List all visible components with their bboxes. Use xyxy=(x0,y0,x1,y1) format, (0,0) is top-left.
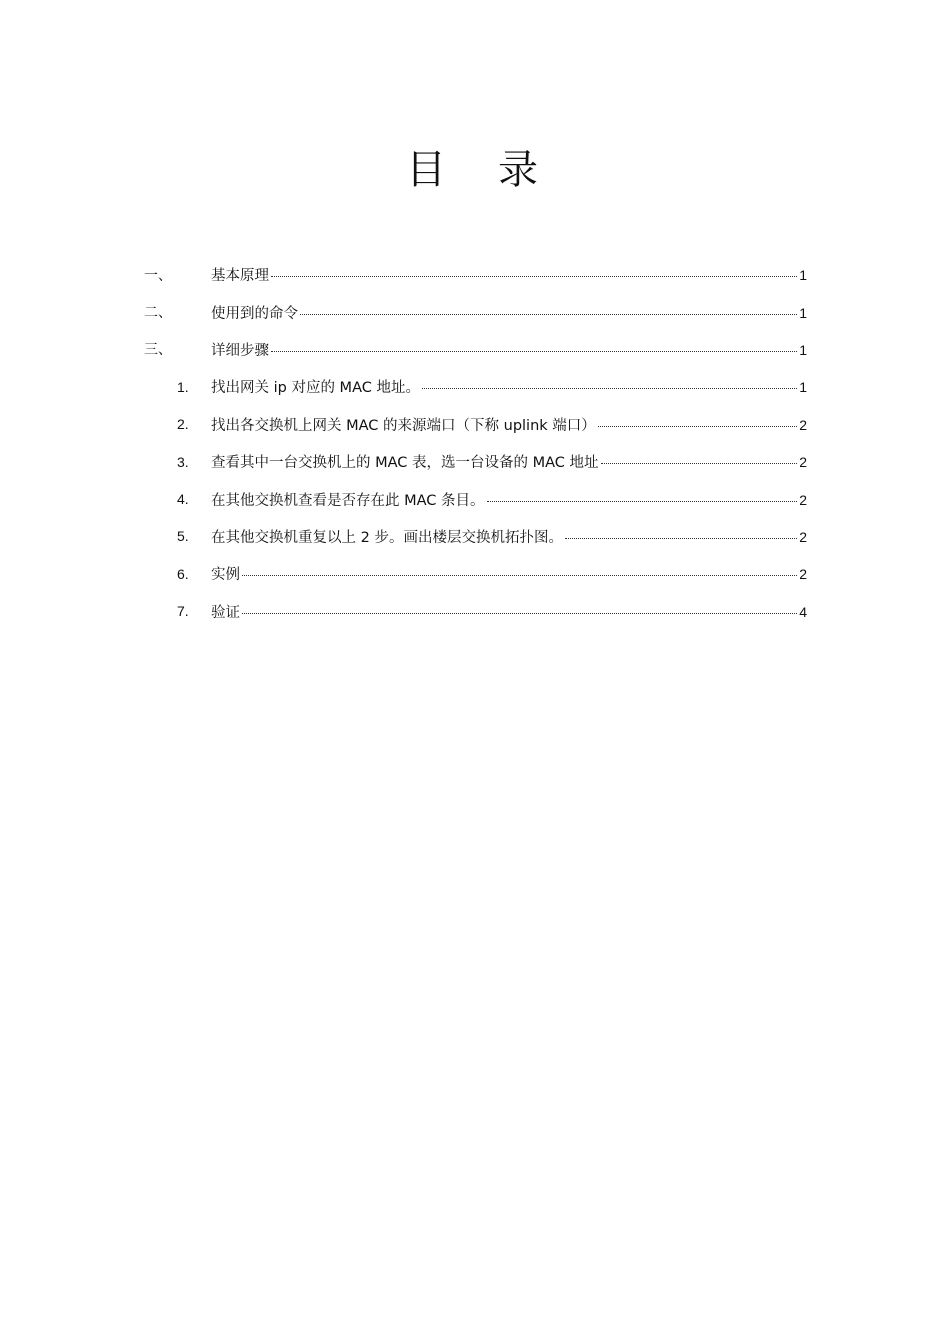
toc-entry-number: 3. xyxy=(177,453,189,470)
toc-entry-text: 在其他交换机查看是否存在此 MAC 条目。 xyxy=(211,492,485,509)
toc-entry-number: 5. xyxy=(177,528,189,545)
toc-entry-text: 使用到的命令 xyxy=(211,305,298,322)
toc-entry-page: 1 xyxy=(799,341,807,358)
toc-entry-3-6[interactable] xyxy=(0,555,950,592)
dot-leader xyxy=(271,276,797,277)
toc-entry-number: 二、 xyxy=(144,305,172,322)
toc-entry-3-2[interactable] xyxy=(0,406,950,443)
dot-leader xyxy=(300,314,797,315)
toc-entry-text: 验证 xyxy=(211,604,240,621)
toc-entry-text: 查看其中一台交换机上的 MAC 表，选一台设备的 MAC 地址 xyxy=(211,455,599,472)
toc-entry-page: 4 xyxy=(799,603,807,620)
dot-leader xyxy=(565,538,797,539)
toc-entry-text: 在其他交换机重复以上 2 步。画出楼层交换机拓扑图。 xyxy=(211,529,563,546)
toc-entry-3-5[interactable] xyxy=(0,518,950,555)
toc-entry-page: 2 xyxy=(799,416,807,433)
toc-entry-number: 7. xyxy=(177,603,189,620)
dot-leader xyxy=(601,463,798,464)
toc-entry-text: 找出各交换机上网关 MAC 的来源端口（下称 uplink 端口） xyxy=(211,417,596,434)
toc-entry-number: 1. xyxy=(177,378,189,395)
dot-leader xyxy=(242,613,797,614)
dot-leader xyxy=(487,501,798,502)
toc-list xyxy=(0,256,950,630)
dot-leader xyxy=(242,575,797,576)
toc-entry-page: 2 xyxy=(799,566,807,583)
dot-leader xyxy=(598,426,797,427)
toc-entry-page: 2 xyxy=(799,528,807,545)
toc-entry-page: 1 xyxy=(799,267,807,284)
toc-entry-number: 三、 xyxy=(144,342,172,359)
toc-entry-3-4[interactable] xyxy=(0,480,950,517)
toc-entry-text: 基本原理 xyxy=(211,268,269,285)
toc-title: 目 录 xyxy=(406,147,544,193)
toc-entry-3[interactable] xyxy=(0,331,950,368)
dot-leader xyxy=(422,388,797,389)
toc-entry-page: 1 xyxy=(799,304,807,321)
toc-entry-number: 一、 xyxy=(144,267,172,284)
toc-entry-3-1[interactable] xyxy=(0,368,950,405)
toc-entry-3-7[interactable] xyxy=(0,593,950,630)
toc-entry-text: 实例 xyxy=(211,567,240,584)
toc-entry-1[interactable] xyxy=(0,256,950,293)
toc-entry-text: 详细步骤 xyxy=(211,342,269,359)
toc-entry-number: 2. xyxy=(177,416,189,433)
dot-leader xyxy=(271,351,797,352)
toc-entry-2[interactable] xyxy=(0,293,950,330)
toc-entry-number: 4. xyxy=(177,491,189,508)
toc-entry-page: 1 xyxy=(799,379,807,396)
toc-entry-page: 2 xyxy=(799,454,807,471)
toc-entry-3-3[interactable] xyxy=(0,443,950,480)
toc-entry-page: 2 xyxy=(799,491,807,508)
toc-entry-text: 找出网关 ip 对应的 MAC 地址。 xyxy=(211,380,420,397)
toc-entry-number: 6. xyxy=(177,565,189,582)
